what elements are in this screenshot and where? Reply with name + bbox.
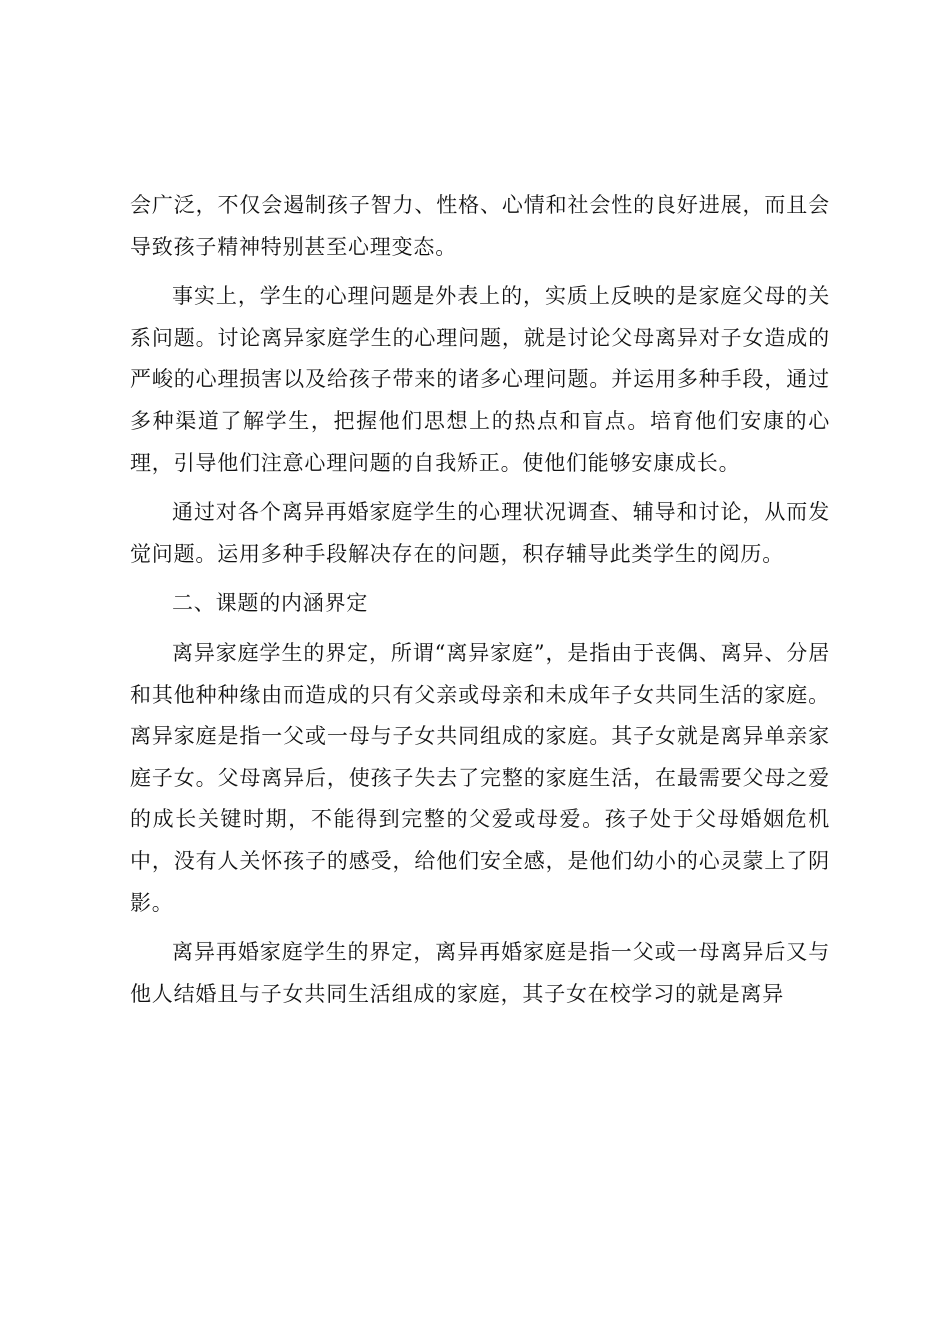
document-body: [130, 185, 830, 1023]
paragraph-psychology-problem: 事实上，学生的心理问题是外表上的，实质上反映的是家庭父母的关系问题。讨论离异家庭学生的心理问题，就是讨论父母离异对子女造成的严峻的心理损害以及给孩子带来的诸多心理问题。并运用多种手段，通过多种渠道了解学生，把握他们思想上的热点和盲点。培育他们安康的心理，引导他们注意心理问题的自我矫正。使他们能够安康成长。: [130, 284, 830, 475]
paragraph-continuation: 会广泛，不仅会遏制孩子智力、性格、心情和社会性的良好进展，而且会导致孩子精神特别甚至心理变态。: [130, 193, 830, 259]
paragraph-survey-method: 通过对各个离异再婚家庭学生的心理状况调查、辅导和讨论，从而发觉问题。运用多种手段解决存在的问题，积存辅导此类学生的阅历。: [130, 500, 830, 566]
section-heading-definition: 二、课题的内涵界定: [172, 591, 369, 616]
paragraph-remarried-family-definition: 离异再婚家庭学生的界定，离异再婚家庭是指一父或一母离异后又与他人结婚且与子女共同生活组成的家庭，其子女在校学习的就是离异: [130, 940, 830, 1006]
paragraph-divorced-family-definition: 离异家庭学生的界定，所谓“离异家庭”，是指由于丧偶、离异、分居和其他种种缘由而造成的只有父亲或母亲和未成年子女共同生活的家庭。离异家庭是指一父或一母与子女共同组成的家庭。其子女就是离异单亲家庭子女。父母离异后，使孩子失去了完整的家庭生活，在最需要父母之爱的成长关键时期，不能得到完整的父爱或母爱。孩子处于父母婚姻危机中，没有人关怀孩子的感受，给他们安全感，是他们幼小的心灵蒙上了阴影。: [130, 640, 830, 915]
